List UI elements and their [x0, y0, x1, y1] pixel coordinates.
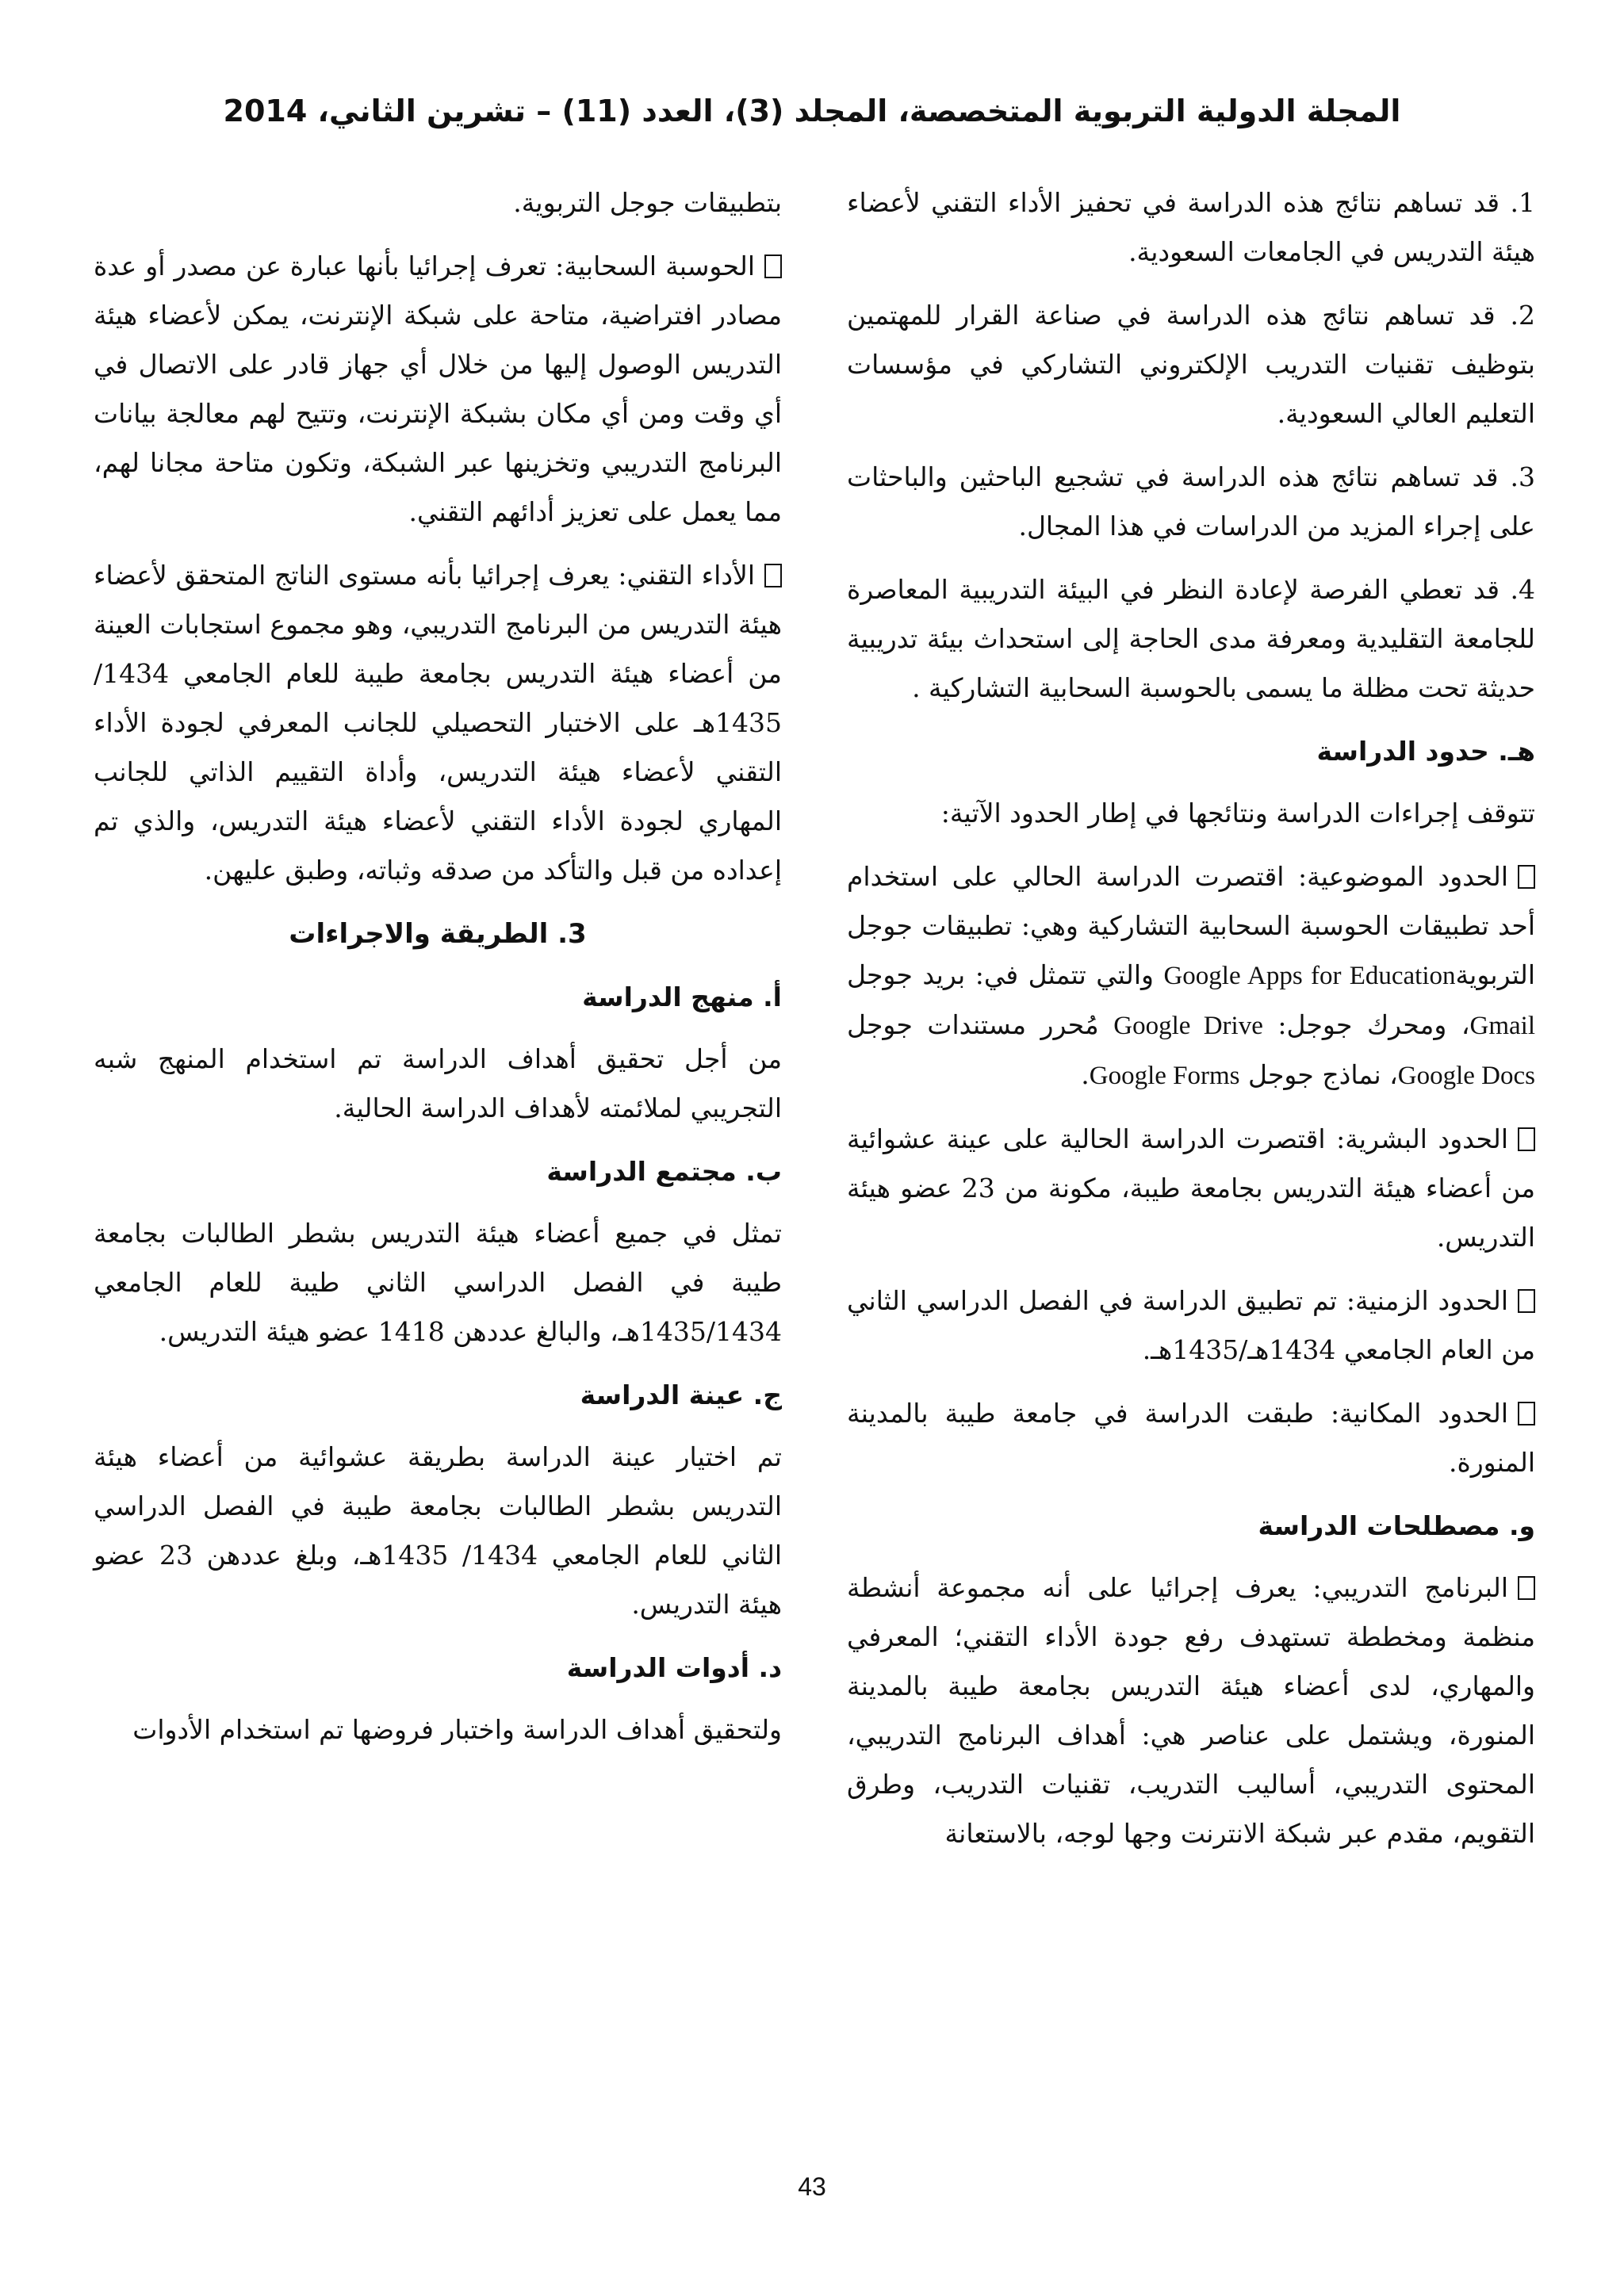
- heading-method-procedures: 3. الطريقة والاجراءات: [289, 918, 587, 950]
- term-technical-performance: [94, 551, 782, 895]
- heading-study-limits: هـ. حدود الدراسة: [1316, 736, 1535, 767]
- continued-text: بتطبيقات جوجل التربوية.: [513, 187, 782, 218]
- english-term: Gmail: [1469, 1012, 1535, 1040]
- limit-human: [847, 1115, 1535, 1262]
- limit-human-text: الحدود البشرية: اقتصرت الدراسة الحالية على عينة عشوائية من أعضاء هيئة التدريس بجامعة طيبة، مكونة من 23 عضو هيئة التدريس.: [847, 1123, 1535, 1253]
- bullet-box-icon: [1518, 1127, 1535, 1151]
- left-column: [94, 178, 782, 1769]
- limit-subject: [847, 852, 1535, 1100]
- bullet-box-icon: [764, 254, 782, 278]
- limits-intro: تتوقف إجراءات الدراسة ونتائجها في إطار الحدود الآتية:: [940, 798, 1535, 828]
- study-approach-text: من أجل تحقيق أهداف الدراسة تم استخدام المنهج شبه التجريبي لملائمته لأهداف الدراسة الحالية.: [94, 1043, 782, 1123]
- limit-subject-text: والتي تتمثل في: بريد جوجل: [847, 959, 1164, 990]
- term-training-program: [847, 1563, 1535, 1858]
- limit-time: [847, 1276, 1535, 1375]
- heading-study-population: ب. مجتمع الدراسة: [546, 1156, 782, 1187]
- term-training-program-text: البرنامج التدريبي: يعرف إجرائيا على أنه مجموعة أنشطة منظمة ومخططة تستهدف رفع جودة الأداء التقني؛ المعرفي والمهاري، لدى أعضاء هيئة التدريس بجامعة طيبة بالمدينة المنورة، ويشتمل على عناصر هي: أهداف البرنامج التدريبي، المحتوى التدريبي، أساليب التدريب، تقنيات التدريب، وطرق التقويم، مقدم عبر شبكة الانترنت وجها لوجه، بالاستعانة: [847, 1572, 1535, 1849]
- study-tools-text: ولتحقيق أهداف الدراسة واختبار فروضها تم استخدام الأدوات: [132, 1714, 782, 1745]
- limit-subject-text: مُحرر مستندات جوجل: [847, 1009, 1114, 1040]
- bullet-box-icon: [1518, 1402, 1535, 1425]
- running-header: المجلة الدولية التربوية المتخصصة، المجلد (3)، العدد (11) – تشرين الثاني، 2014: [223, 94, 1401, 128]
- heading-study-approach: أ. منهج الدراسة: [582, 982, 782, 1012]
- significance-item-2: 2. قد تساهم نتائج هذه الدراسة في صناعة القرار للمهتمين بتوظيف تقنيات التدريب الإلكتروني التشاركي في مؤسسات التعليم العالي السعودية.: [847, 300, 1535, 429]
- limit-subject-text: ، ومحرك جوجل:: [1262, 1009, 1470, 1040]
- heading-study-sample: ج. عينة الدراسة: [580, 1380, 782, 1410]
- english-term: Google Apps for Education: [1163, 962, 1456, 990]
- significance-item-1: 1. قد تساهم نتائج هذه الدراسة في تحفيز الأداء التقني لأعضاء هيئة التدريس في الجامعات السعودية.: [847, 187, 1535, 267]
- bullet-box-icon: [764, 564, 782, 587]
- bullet-box-icon: [1518, 865, 1535, 889]
- limit-subject-text: .: [1081, 1059, 1090, 1090]
- term-cloud-computing: [94, 242, 782, 537]
- study-population-text: تمثل في جميع أعضاء هيئة التدريس بشطر الطالبات بجامعة طيبة في الفصل الدراسي الثاني طيبة للعام الجامعي 1435/1434هـ، والبالغ عددهن 1418 عضو هيئة التدريس.: [94, 1218, 782, 1347]
- english-term: Google Docs: [1397, 1062, 1535, 1090]
- bullet-box-icon: [1518, 1576, 1535, 1600]
- page-number: 43: [798, 2172, 826, 2201]
- term-technical-performance-text: الأداء التقني: يعرف إجرائيا بأنه مستوى الناتج المتحقق لأعضاء هيئة التدريس من البرنامج التدريبي، وهو مجموع استجابات العينة من أعضاء هيئة التدريس بجامعة طيبة للعام الجامعي 1434/ 1435هـ على الاختبار التحصيلي للجانب المعرفي لجودة الأداء التقني لأعضاء هيئة التدريس، وأداة التقييم الذاتي للجانب المهاري لجودة الأداء التقني لأعضاء هيئة التدريس، والذي تم إعداده من قبل والتأكد من صدقه وثباته، وطبق عليهن.: [94, 560, 782, 886]
- english-term: Google Forms: [1089, 1062, 1240, 1090]
- right-column: [847, 178, 1535, 1873]
- bullet-box-icon: [1518, 1289, 1535, 1313]
- heading-study-terms: و. مصطلحات الدراسة: [1258, 1510, 1535, 1541]
- limit-subject-text: ، نماذج جوجل: [1239, 1059, 1398, 1090]
- heading-study-tools: د. أدوات الدراسة: [566, 1652, 782, 1683]
- limit-subject-text: الحدود الموضوعية: اقتصرت الدراسة الحالي على استخدام أحد تطبيقات الحوسبة السحابية التشاركية وهي: تطبيقات جوجل التربوية: [847, 861, 1535, 990]
- significance-item-3: 3. قد تساهم نتائج هذه الدراسة في تشجيع الباحثين والباحثات على إجراء المزيد من الدراسات في هذا المجال.: [847, 461, 1535, 541]
- limit-place-text: الحدود المكانية: طبقت الدراسة في جامعة طيبة بالمدينة المنورة.: [847, 1398, 1535, 1478]
- limit-place: [847, 1389, 1535, 1487]
- term-cloud-computing-text: الحوسبة السحابية: تعرف إجرائيا بأنها عبارة عن مصدر أو عدة مصادر افتراضية، متاحة على شبكة الإنترنت، يمكن لأعضاء هيئة التدريس الوصول إليها من خلال أي جهاز قادر على الاتصال في أي وقت ومن أي مكان بشبكة الإنترنت، وتتيح لهم معالجة بيانات البرنامج التدريبي وتخزينها عبر الشبكة، وتكون متاحة مجانا لهم، مما يعمل على تعزيز أدائهم التقني.: [94, 251, 782, 527]
- study-sample-text: تم اختيار عينة الدراسة بطريقة عشوائية من أعضاء هيئة التدريس بشطر الطالبات بجامعة طيبة في الفصل الدراسي الثاني للعام الجامعي 1434/ 1435هـ، وبلغ عددهن 23 عضو هيئة التدريس.: [94, 1441, 783, 1620]
- english-term: Google Drive: [1113, 1012, 1263, 1040]
- limit-time-text: الحدود الزمنية: تم تطبيق الدراسة في الفصل الدراسي الثاني من العام الجامعي 1434هـ/1435هـ.: [847, 1285, 1535, 1365]
- significance-item-4: 4. قد تعطي الفرصة لإعادة النظر في البيئة التدريبية المعاصرة للجامعة التقليدية ومعرفة مدى الحاجة إلى استحداث بيئة تدريبية حديثة تحت مظلة ما يسمى بالحوسبة السحابية التشاركية .: [847, 574, 1535, 703]
